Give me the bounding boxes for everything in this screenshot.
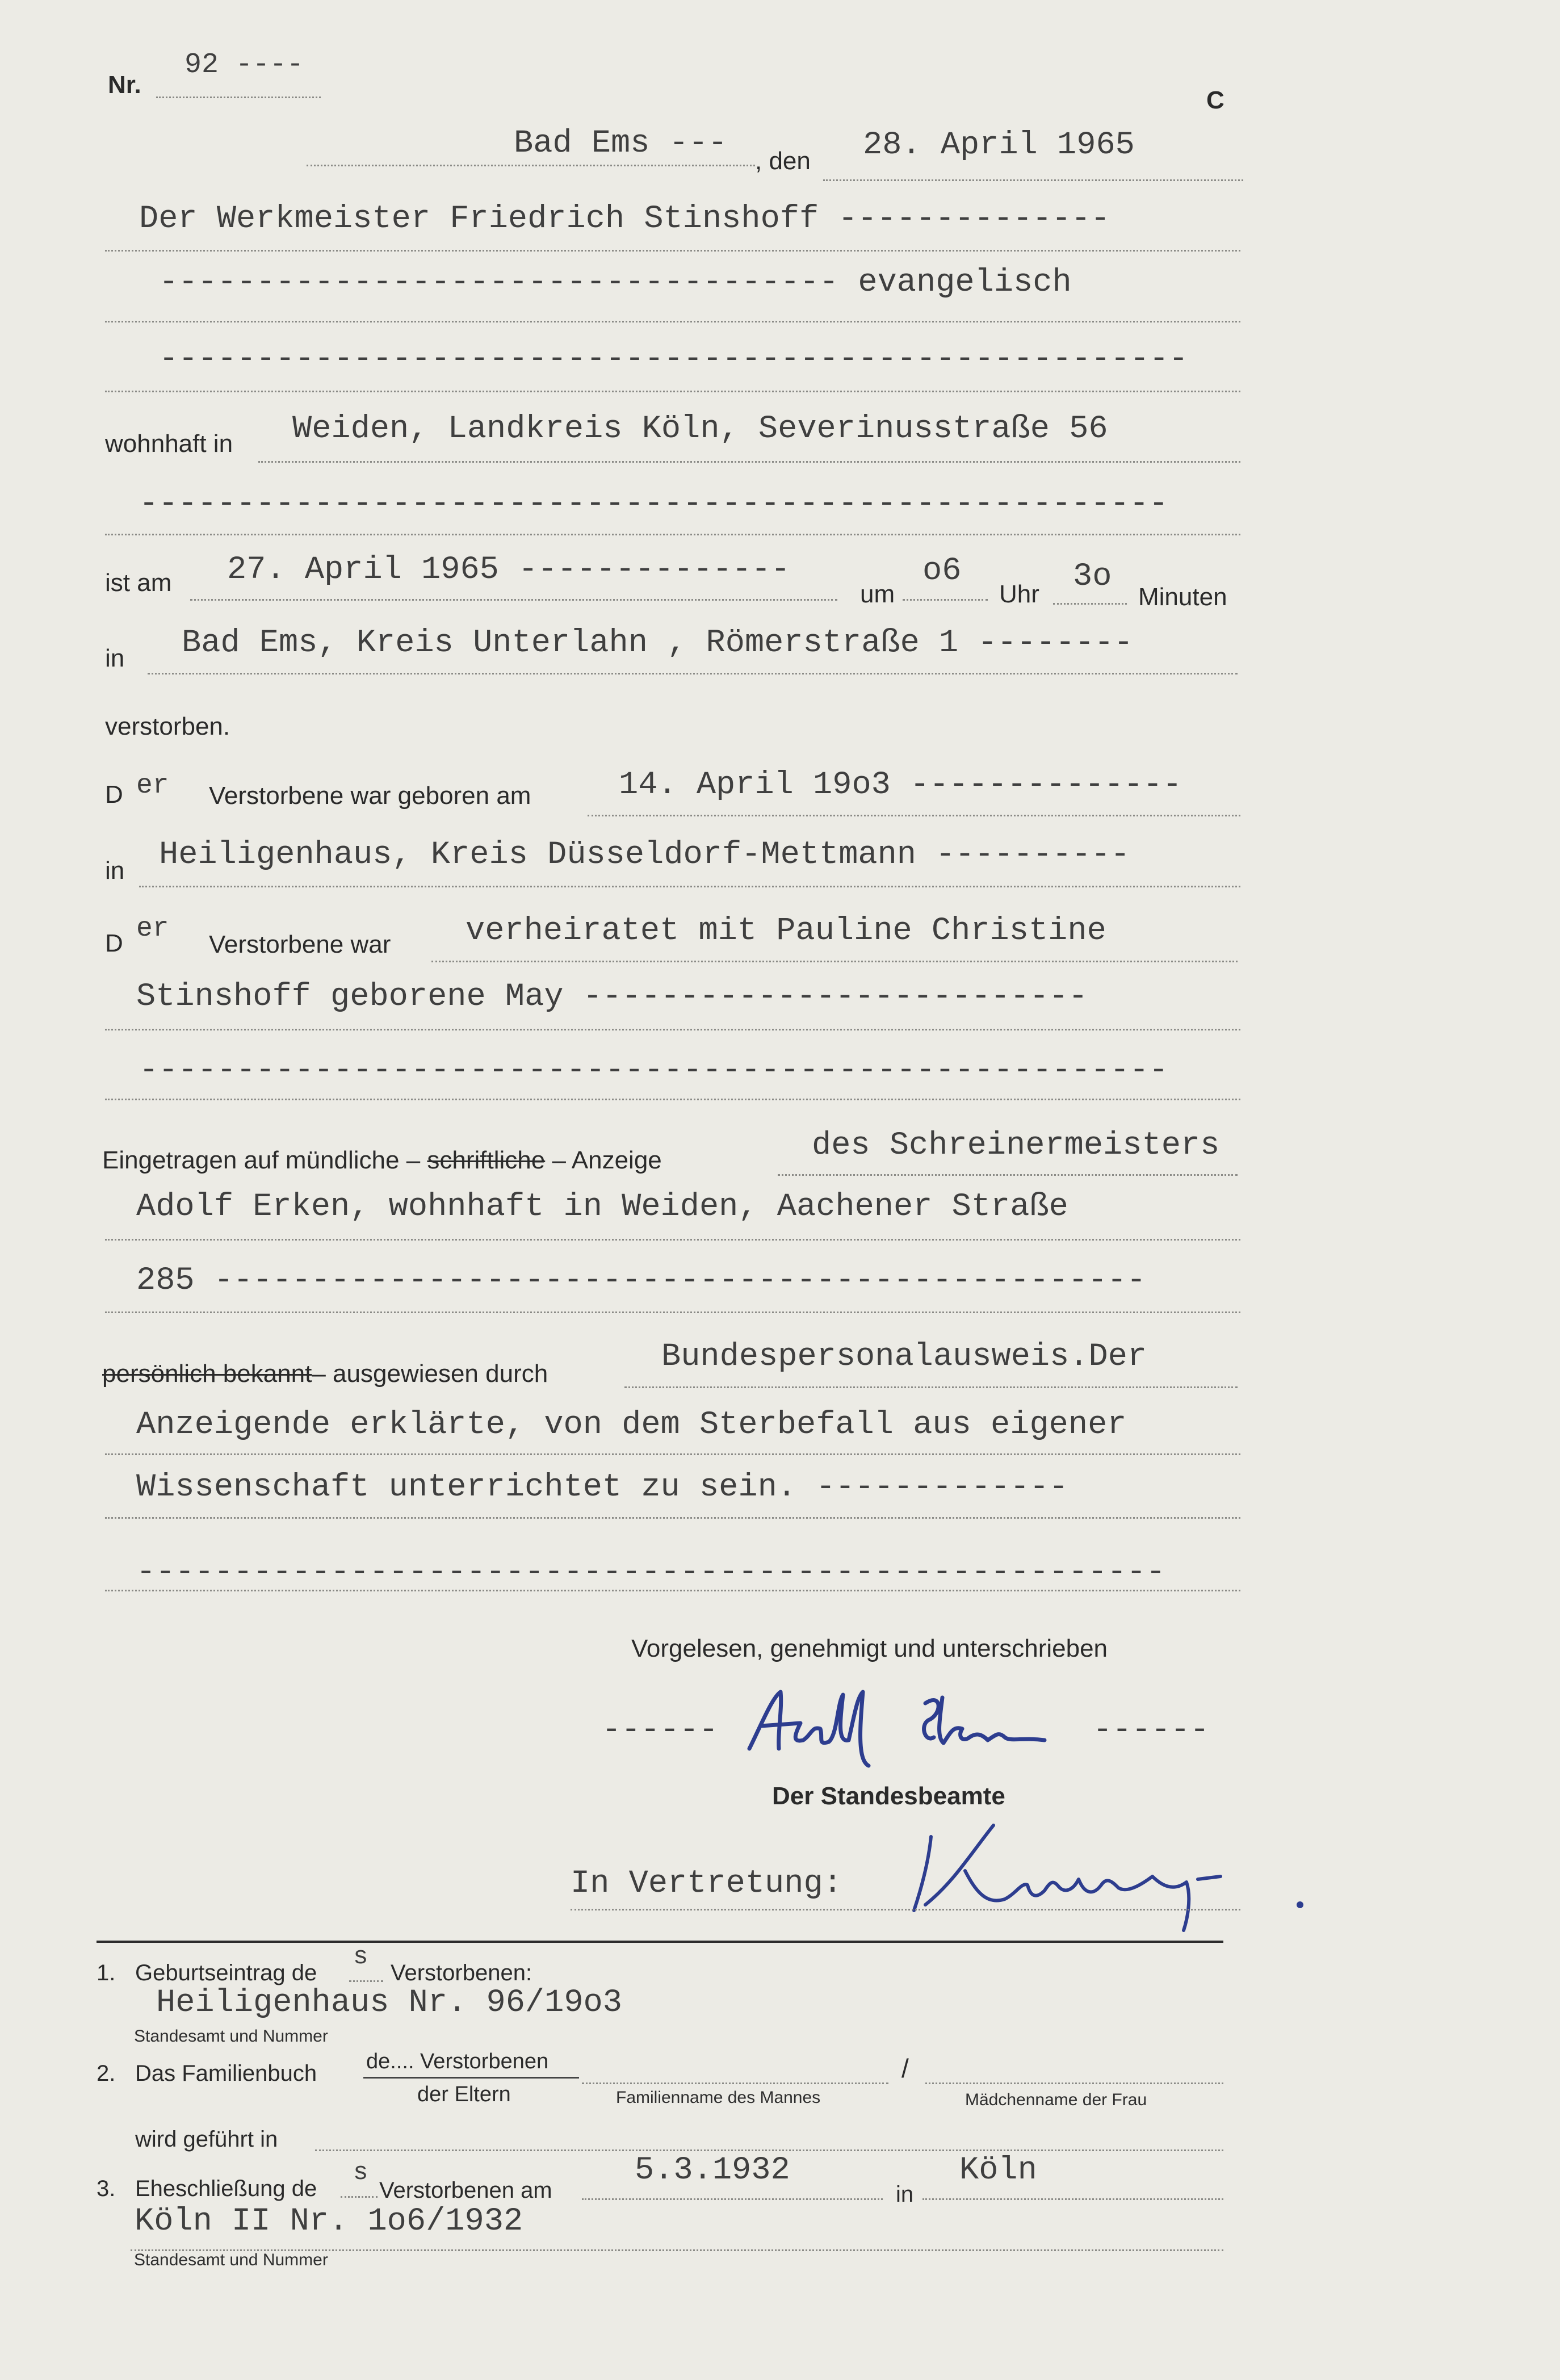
note-3-number: 3. <box>97 2176 116 2201</box>
marriage-dotline-3 <box>105 1099 1240 1100</box>
registration-dotline-2 <box>105 1239 1240 1241</box>
birth-date-dotline <box>588 815 1240 816</box>
note-3-date-dotline <box>582 2198 883 2200</box>
person-line-1: Der Werkmeister Friedrich Stinshoff -------------- <box>139 201 1110 237</box>
note-2-kept-in-dotline <box>315 2149 1223 2151</box>
minuten-label: Minuten <box>1138 583 1227 611</box>
note-3-date: 5.3.1932 <box>635 2152 790 2189</box>
note-3-label-b: Verstorbenen am <box>379 2178 552 2203</box>
den-label: , den <box>755 147 811 175</box>
registrar-signature <box>903 1820 1323 1933</box>
marriage-dotline-2 <box>105 1029 1240 1030</box>
marriage-line-3: ----------------------------------------------------- <box>139 1053 1168 1089</box>
residence-dotline-2 <box>105 534 1240 535</box>
identification-label <box>102 1361 548 1386</box>
um-label: um <box>860 580 895 608</box>
note-2-option-divider <box>363 2077 579 2079</box>
read-approved-text: Vorgelesen, genehmigt und unterschrieben <box>631 1635 1108 1662</box>
note-2-caption-wife: Mädchenname der Frau <box>965 2090 1147 2109</box>
registrar-label: Der Standesbeamte <box>772 1782 1005 1810</box>
birth-place-dotline <box>139 886 1240 887</box>
registration-value-2: Adolf Erken, wohnhaft in Weiden, Aachener Straße <box>136 1189 1068 1225</box>
note-2-label: Das Familienbuch <box>135 2061 317 2086</box>
note-2-slash: / <box>901 2054 909 2083</box>
identification-value-1: Bundespersonalausweis.Der <box>661 1339 1147 1375</box>
death-minute: 3o <box>1073 559 1112 595</box>
place-dotline <box>307 165 755 166</box>
death-in-label: in <box>105 644 125 672</box>
note-1-label-a: Geburtseintrag de <box>135 1960 317 1985</box>
note-3-place: Köln <box>959 2152 1037 2189</box>
registration-dotline-3 <box>105 1311 1240 1313</box>
note-1-number: 1. <box>97 1960 116 1985</box>
signature-dashes-right: ------ <box>1093 1712 1210 1749</box>
note-1-suffix: s <box>353 1943 368 1971</box>
registration-value-1: des Schreinermeisters <box>812 1128 1220 1164</box>
person-dotline-1 <box>105 250 1240 252</box>
note-2-caption-husband: Familienname des Mannes <box>616 2088 821 2107</box>
note-3-caption: Standesamt und Nummer <box>134 2251 328 2269</box>
note-1-caption: Standesamt und Nummer <box>134 2027 328 2046</box>
note-2-label-kept-in: wird geführt in <box>135 2127 278 2152</box>
note-3-value: Köln II Nr. 1o6/1932 <box>135 2203 523 2240</box>
note-1-suffix-dotline <box>349 1980 383 1982</box>
nr-value: 92 ---- <box>184 49 304 81</box>
note-2-wife-dotline <box>925 2082 1223 2084</box>
note-1-value: Heiligenhaus Nr. 96/19o3 <box>156 1985 622 2021</box>
note-3-in-label: in <box>896 2182 914 2207</box>
death-place: Bad Ems, Kreis Unterlahn , Römerstraße 1 -------- <box>182 625 1134 661</box>
identification-value-2: Anzeigende erklärte, von dem Sterbefall aus eigener <box>136 1407 1127 1443</box>
hour-dotline <box>903 599 988 601</box>
birth-label: Verstorbene war geboren am <box>209 782 531 810</box>
note-2-number: 2. <box>97 2061 116 2086</box>
residence-line-2: ----------------------------------------------------- <box>139 486 1168 522</box>
marriage-value-1: verheiratet mit Pauline Christine <box>466 913 1106 949</box>
deputy-dotline <box>571 1909 1240 1910</box>
note-2-option-parents: der Eltern <box>417 2082 511 2106</box>
registration-label-struck: schriftliche <box>427 1146 546 1174</box>
identification-dotline-1 <box>624 1386 1238 1388</box>
birth-d-prefix: D <box>105 781 123 808</box>
registration-label-a: Eingetragen auf mündliche – <box>102 1146 421 1174</box>
note-3-place-dotline <box>922 2198 1223 2200</box>
section-divider <box>97 1941 1223 1943</box>
death-place-dotline <box>148 673 1238 674</box>
nr-label: Nr. <box>108 71 141 99</box>
identification-dotline-3 <box>105 1517 1240 1519</box>
nr-dotline <box>156 97 321 98</box>
birth-place: Heiligenhaus, Kreis Düsseldorf-Mettmann ---------- <box>159 837 1130 873</box>
identification-dotline-2 <box>105 1453 1240 1455</box>
marriage-value-2: Stinshoff geborene May -------------------------- <box>136 979 1088 1015</box>
note-1-label-b: Verstorbenen: <box>391 1960 532 1985</box>
corner-letter: C <box>1206 86 1224 114</box>
identification-value-4: ----------------------------------------------------- <box>136 1554 1165 1591</box>
marriage-d-suffix: er <box>136 914 169 944</box>
residence-dotline <box>258 461 1240 463</box>
note-3-suffix: s <box>353 2159 368 2187</box>
death-hour: o6 <box>922 553 962 589</box>
person-dotline-2 <box>105 321 1240 322</box>
signature-dashes-left: ------ <box>602 1712 719 1749</box>
note-3-label-a: Eheschließung de <box>135 2176 317 2201</box>
minute-dotline <box>1053 603 1127 605</box>
uhr-label: Uhr <box>999 580 1039 608</box>
person-line-2: ----------------------------------- evangelisch <box>159 265 1072 301</box>
death-date-dotline <box>190 599 837 601</box>
note-3-suffix-dotline <box>341 2196 378 2198</box>
informant-signature <box>738 1681 1090 1777</box>
marriage-d-prefix: D <box>105 929 123 957</box>
note-2-husband-dotline <box>582 2082 888 2084</box>
verstorben-label: verstorben. <box>105 713 230 740</box>
birth-in-label: in <box>105 857 125 885</box>
place-of-registration: Bad Ems --- <box>514 125 728 162</box>
person-dotline-3 <box>105 391 1240 392</box>
registration-date: 28. April 1965 <box>863 127 1135 164</box>
residence-label: wohnhaft in <box>105 430 233 458</box>
identification-value-3: Wissenschaft unterrichtet zu sein. ------------- <box>136 1469 1068 1506</box>
marriage-label: Verstorbene war <box>209 931 391 958</box>
death-date: 27. April 1965 -------------- <box>227 552 790 588</box>
deputy-label: In Vertretung: <box>571 1866 842 1902</box>
identification-dotline-4 <box>105 1590 1240 1591</box>
ist-am-label: ist am <box>105 569 172 597</box>
person-line-3: ----------------------------------------------------- <box>159 341 1188 378</box>
date-dotline <box>823 179 1243 181</box>
identification-label-struck: persönlich bekannt <box>102 1360 312 1388</box>
identification-label-text: – ausgewiesen durch <box>312 1360 548 1388</box>
birth-date: 14. April 19o3 -------------- <box>619 767 1182 803</box>
birth-d-suffix: er <box>136 770 169 801</box>
registration-label <box>102 1148 662 1173</box>
registration-value-3: 285 ------------------------------------------------ <box>136 1263 1146 1299</box>
registration-label-b: – Anzeige <box>552 1146 662 1174</box>
residence-value: Weiden, Landkreis Köln, Severinusstraße 56 <box>292 411 1108 447</box>
note-2-option-deceased: de.... Verstorbenen <box>366 2050 549 2073</box>
marriage-dotline-1 <box>431 961 1238 962</box>
registration-dotline-1 <box>778 1174 1238 1176</box>
